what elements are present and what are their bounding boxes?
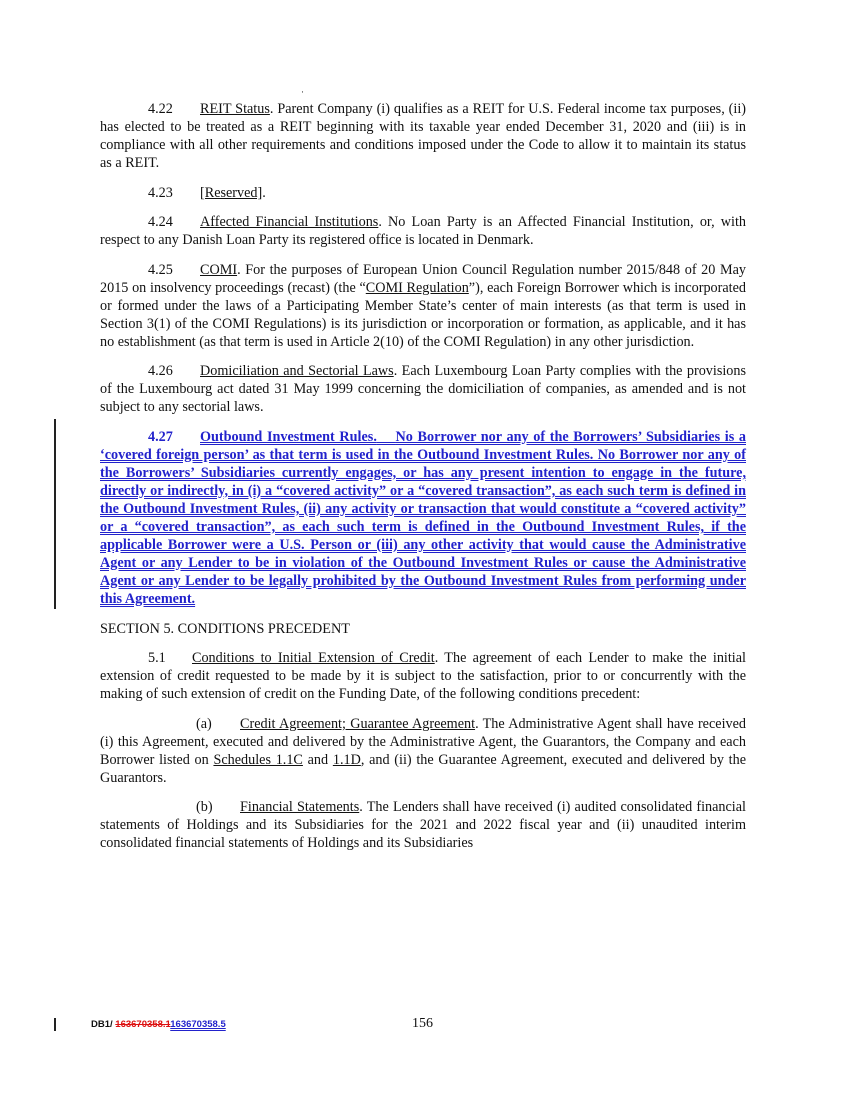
clause-b	[100, 798, 746, 852]
doc-id-prefix: DB1/	[91, 1019, 116, 1030]
change-bar	[54, 1018, 56, 1031]
section-4-22	[100, 100, 746, 172]
section-5-heading: SECTION 5. CONDITIONS PRECEDENT	[100, 620, 350, 637]
clause-number: (b)	[196, 799, 213, 816]
section-number: 4.24	[148, 214, 173, 231]
section-title: Outbound Investment Rules.	[200, 428, 377, 445]
section-4-24	[100, 213, 746, 249]
section-title: REIT Status	[200, 101, 270, 117]
defined-term: COMI Regulation	[365, 279, 469, 296]
document-id	[91, 1019, 226, 1030]
document-body	[100, 100, 746, 864]
section-text: . Parent Company (i) qualifies as a REIT for U.S. Federal income tax purposes, (ii) has elected to be treated as a REIT beginning with its taxable year ended December 31, 2020 and (iii) is in compliance with all other requirements and conditions imposed under the Code to allow it to maintain its status as a REIT.	[100, 101, 747, 171]
section-number: 4.26	[148, 363, 173, 380]
section-4-25	[100, 261, 746, 351]
section-number: 5.1	[148, 650, 166, 667]
section-text: .	[262, 184, 266, 201]
doc-id-inserted: 163670358.5	[170, 1019, 226, 1030]
stray-mark: ·	[301, 87, 304, 97]
section-text: . For the purposes of European Union Council Regulation number 2015/848 of 20 May 2015 on insolvency proceedings (recast) (the “	[100, 261, 746, 296]
section-title: COMI	[200, 261, 238, 278]
section-text: . No Loan Party is an Affected Financial Institution, or, with respect to any Danish Loan Party its registered office is located in Denmark.	[100, 214, 746, 249]
section-title: Conditions to Initial Extension of Credit	[192, 650, 435, 667]
section-text: . The agreement of each Lender to make the initial extension of credit requested to be made by it is subject to the satisfaction, prior to or concurrently with the making of such extension of credit on the Funding Date, of the following conditions precedent:	[100, 650, 746, 703]
clause-a	[100, 715, 746, 787]
section-title: Domiciliation and Sectorial Laws	[200, 363, 394, 380]
section-text: . Each Luxembourg Loan Party complies with the provisions of the Luxembourg act dated 31 May 1999 concerning the domiciliation of companies, as amended and is not subject to any sectorial laws.	[100, 363, 746, 416]
clause-title: Financial Statements	[240, 799, 360, 816]
clause-text: . The Lenders shall have received (i) audited consolidated financial statements of Holdings and its Subsidiaries for the 2021 and 2022 fiscal year and (ii) unaudited interim consolidated financial statements of Holdings and its Subsidiaries	[100, 799, 746, 852]
schedule-ref: Schedules 1.1C	[213, 751, 303, 768]
section-4-26	[100, 362, 746, 416]
clause-text-and: and	[302, 751, 333, 768]
section-text-cont: ”), each Foreign Borrower which is incorporated or formed under the laws of a Participating Member State’s center of main interests (as that term is used in Section 3(1) of the COMI Regulations) is its jurisdiction or incorporation or formation, as applicable, and it has no establishment (as that term is used in Article 2(10) of the COMI Regulation) in any other jurisdiction.	[100, 279, 746, 350]
clause-text-cont: , and (ii) the Guarantee Agreement, executed and delivered by the Guarantors.	[100, 751, 746, 786]
section-5-1	[100, 649, 746, 703]
section-4-27-inserted	[100, 428, 746, 608]
section-number: 4.25	[148, 261, 173, 278]
clause-text: . The Administrative Agent shall have received (i) this Agreement, executed and delivered by the Administrative Agent, the Guarantors, the Company and each Borrower listed on	[100, 715, 746, 768]
section-title: Affected Financial Institutions	[200, 214, 379, 231]
section-number: 4.27	[148, 428, 173, 445]
clause-title: Credit Agreement; Guarantee Agreement	[240, 715, 476, 732]
section-4-23	[100, 184, 746, 202]
section-title: [Reserved]	[200, 184, 263, 201]
page-number: 156	[412, 1016, 433, 1031]
schedule-ref: 1.1D	[332, 751, 361, 768]
section-text: No Borrower nor any of the Borrowers’ Subsidiaries is a ‘covered foreign person’ as that term is used in the Outbound Investment Rules. No Borrower nor any of the Borrowers’ Subsidiaries currently engages, or has any present intention to engage in the future, directly or indirectly, in (i) a “covered activity” or a “covered transaction”, as each such term is defined in the Outbound Investment Rules, (ii) any activity or transaction that would constitute a “covered activity” or a “covered transaction”, as each such term is defined in the Outbound Investment Rules, if the applicable Borrower were a U.S. Person or (iii) any other activity that would cause the Administrative Agent or any Lender to be in violation of the Outbound Investment Rules or cause the Administrative Agent or any Lender to be legally prohibited by the Outbound Investment Rules from performing under this Agreement.	[100, 428, 746, 607]
doc-id-deleted: 163670358.1	[115, 1019, 171, 1030]
section-number: 4.23	[148, 184, 173, 201]
clause-number: (a)	[196, 715, 212, 732]
section-number: 4.22	[148, 101, 173, 117]
change-bar	[54, 419, 56, 609]
